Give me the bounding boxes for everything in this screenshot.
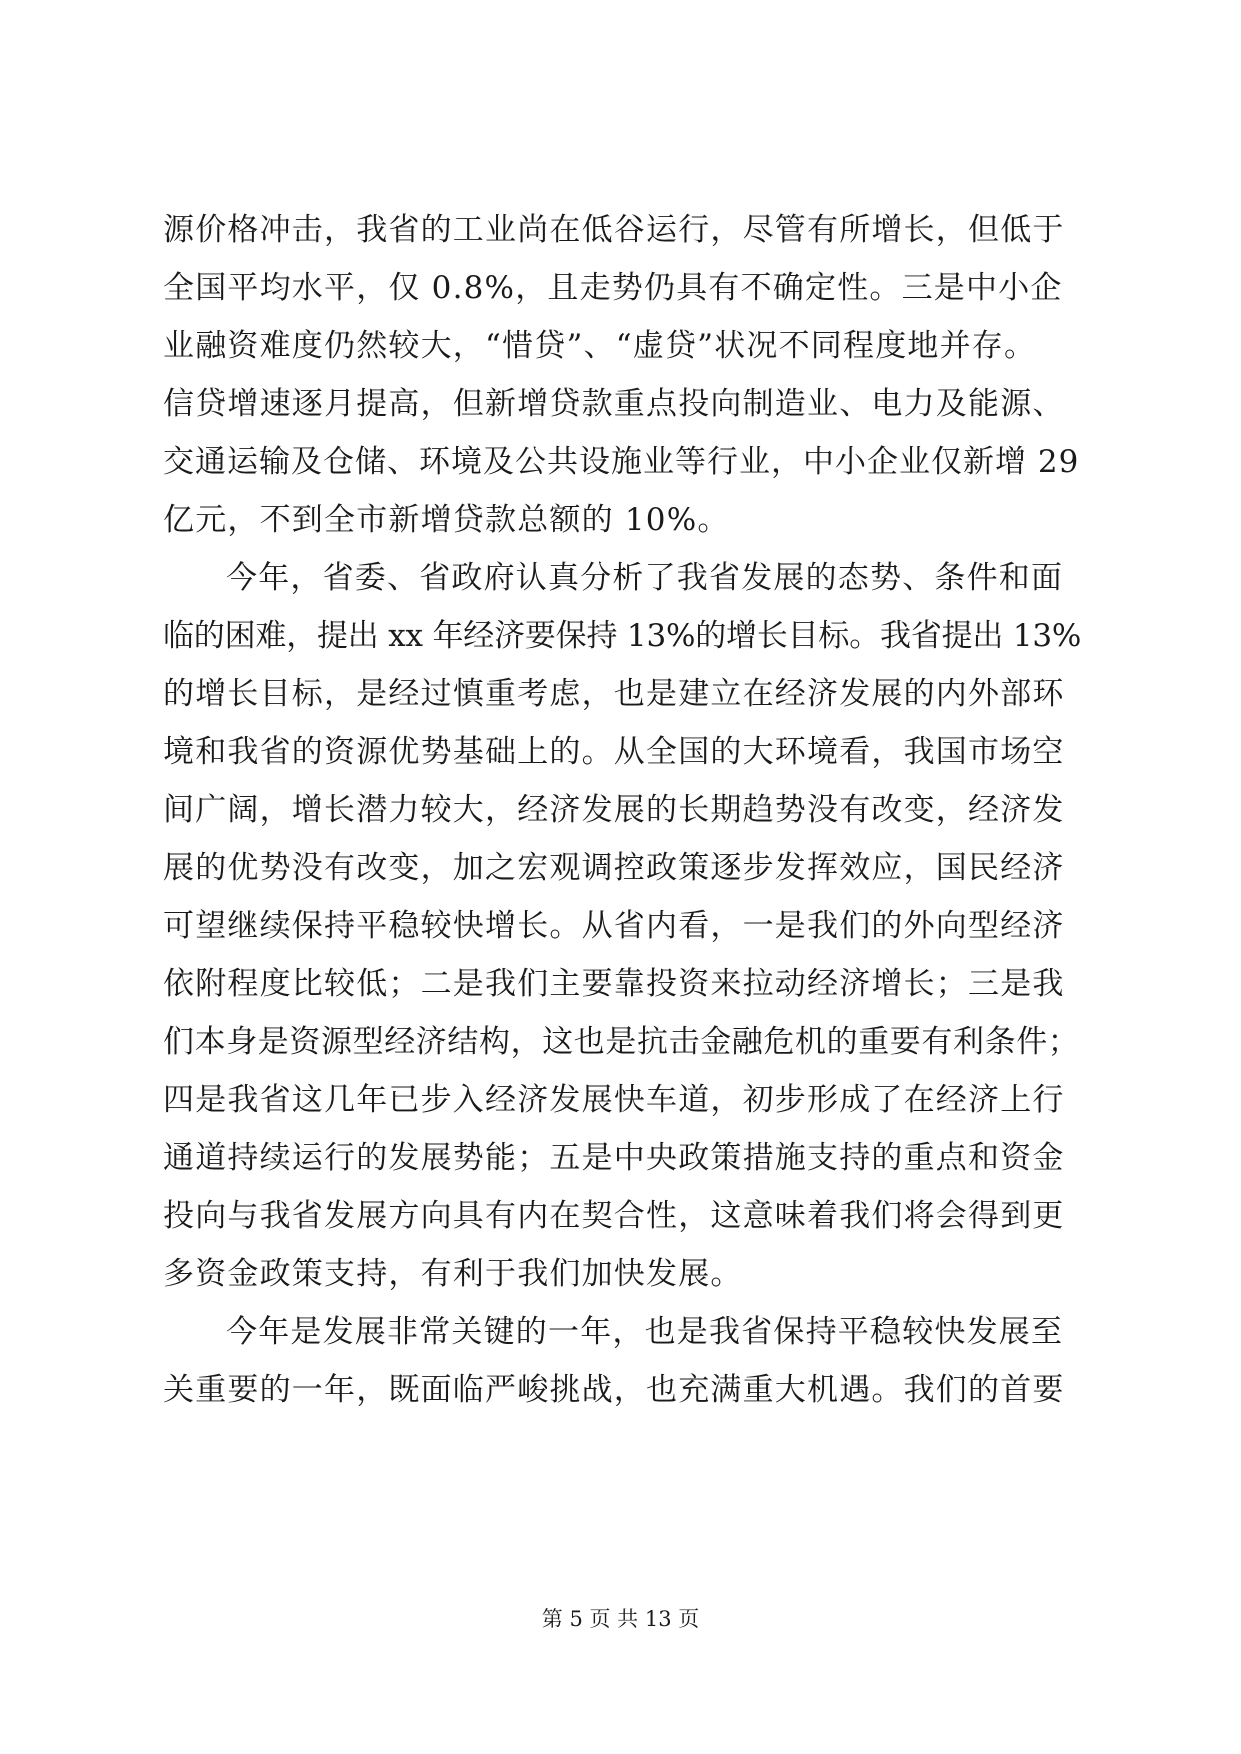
text-line: 境和我省的资源优势基础上的。从全国的大环境看，我国市场空 [163,734,1065,770]
text-line: 展的优势没有改变，加之宏观调控政策逐步发挥效应，国民经济 [163,850,1065,886]
text-line: 可望继续保持平稳较快增长。从省内看，一是我们的外向型经济 [163,908,1065,944]
text-line: 关重要的一年，既面临严峻挑战，也充满重大机遇。我们的首要 [163,1372,1065,1408]
text-line: 全国平均水平，仅 0.8%，且走势仍具有不确定性。三是中小企 [163,270,1063,306]
text-line: 的增长目标，是经过慎重考虑，也是建立在经济发展的内外部环 [163,676,1065,712]
text-line: 多资金政策支持，有利于我们加快发展。 [163,1256,743,1292]
text-line: 临的困难，提出 xx 年经济要保持 13%的增长目标。我省提出 13% [163,618,1082,654]
text-line: 信贷增速逐月提高，但新增贷款重点投向制造业、电力及能源、 [163,386,1065,422]
text-line: 通道持续运行的发展势能；五是中央政策措施支持的重点和资金 [163,1140,1065,1176]
text-line: 源价格冲击，我省的工业尚在低谷运行，尽管有所增长，但低于 [163,212,1065,248]
text-line: 依附程度比较低；二是我们主要靠投资来拉动经济增长；三是我 [163,966,1065,1002]
text-line: 业融资难度仍然较大，“惜贷”、“虚贷”状况不同程度地并存。 [163,328,1037,364]
text-line: 交通运输及仓储、环境及公共设施业等行业，中小企业仅新增 29 [163,444,1080,480]
text-line: 亿元，不到全市新增贷款总额的 10%。 [163,502,730,538]
text-line: 们本身是资源型经济结构，这也是抗击金融危机的重要有利条件； [163,1024,1080,1060]
page-number-footer: 第 5 页 共 13 页 [541,1607,700,1631]
text-line: 投向与我省发展方向具有内在契合性，这意味着我们将会得到更 [163,1198,1065,1234]
paragraph-first-line: 今年是发展非常关键的一年，也是我省保持平稳较快发展至 [226,1314,1064,1350]
paragraph-first-line: 今年，省委、省政府认真分析了我省发展的态势、条件和面 [226,560,1064,596]
text-line: 四是我省这几年已步入经济发展快车道，初步形成了在经济上行 [163,1082,1065,1118]
text-line: 间广阔，增长潜力较大，经济发展的长期趋势没有改变，经济发 [163,792,1065,828]
